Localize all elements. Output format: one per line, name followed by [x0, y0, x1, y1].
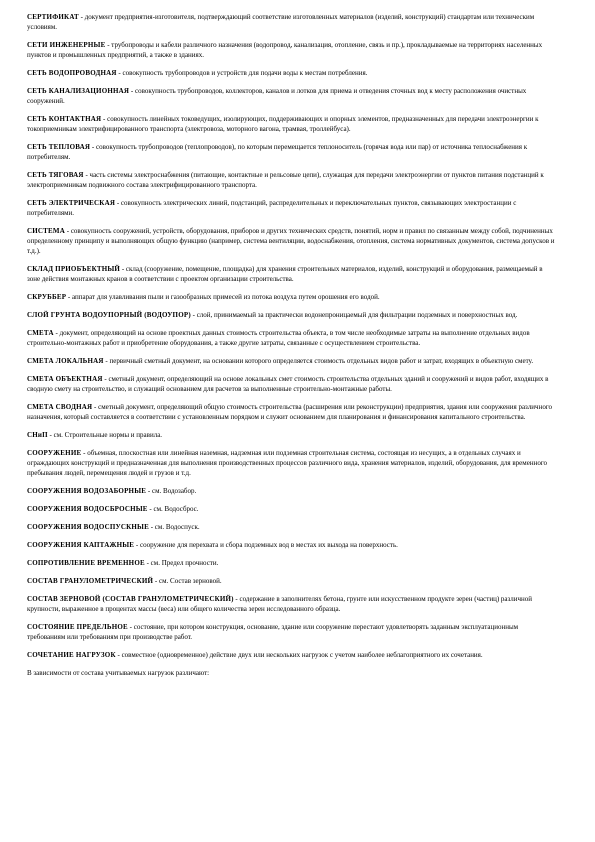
glossary-entry: СЕТЬ ЭЛЕКТРИЧЕСКАЯ - совокупность электрических линий, подстанций, распределительных и переключательных пунктов, связывающих электростанции с потребителями. [27, 199, 517, 217]
glossary-entry: СОЧЕТАНИЕ НАГРУЗОК - совместное (одновременное) действие двух или нескольких нагрузок с учетом наиболее неблагоприятного их сочетания. [27, 651, 483, 659]
glossary-definition: совокупность трубопроводов и устройств для подачи воды к местам потребления. [122, 69, 368, 77]
glossary-term: СЕТЬ КАНАЛИЗАЦИОННАЯ [27, 87, 130, 95]
glossary-term: СКЛАД ПРИОБЪЕКТНЫЙ [27, 265, 121, 273]
glossary-definition: см. Водосброс. [153, 505, 199, 513]
glossary-term: СООРУЖЕНИЯ ВОДОСПУСКНЫЕ [27, 523, 149, 531]
glossary-entry: СЕТЬ ТЯГОВАЯ - часть системы электроснабжения (питающие, контактные и рельсовые цепи), служащая для передачи электроэнергии от пунктов питания подстанций к электроприемникам подвижного состава электрифицированного транспорта. [27, 171, 544, 189]
glossary-definition: первичный сметный документ, на основании которого определяется стоимость отдельных видов работ и затрат, входящих в объектную смету. [109, 357, 534, 365]
glossary-term: СМЕТА ЛОКАЛЬНАЯ [27, 357, 104, 365]
glossary-entry: СНиП - см. Строительные нормы и правила. [27, 431, 163, 439]
glossary-entry: СЕТЬ ТЕПЛОВАЯ - совокупность трубопроводов (теплопроводов), по которым перемещается теплоноситель (горячая вода или пар) от источника теплоснабжения к потребителям. [27, 143, 528, 161]
glossary-definition: см. Состав зерновой. [158, 577, 222, 585]
glossary-entry: СОПРОТИВЛЕНИЕ ВРЕМЕННОЕ - см. Предел прочности. [27, 559, 219, 567]
glossary-definition: документ, определяющий на основе проектных данных стоимость строительства объекта, в том числе необходимые затраты на выполнение отдельных видов строительно-монтажных работ и приобретение оборудования, а также другие затраты, связанные с осуществлением строительства. [27, 329, 530, 347]
glossary-entry: СООРУЖЕНИЕ - объемная, плоскостная или линейная наземная, надземная или подземная строительная система, состоящая из несущих, а в отдельных случаях и ограждающих конструкций и предназначенная для выполнения производственных процессов различного вида, хранения материалов, изделий, оборудования, для временного пребывания людей, перемещения людей и грузов и т.д. [27, 449, 548, 477]
glossary-term: СООРУЖЕНИЯ ВОДОСБРОСНЫЕ [27, 505, 148, 513]
glossary-term: СОСТАВ ЗЕРНОВОЙ (СОСТАВ ГРАНУЛОМЕТРИЧЕСКИЙ) [27, 595, 234, 603]
glossary-definition: совокупность линейных токоведущих, изолирующих, поддерживающих и опорных элементов, предназначенных для передачи электроэнергии к токоприемникам электрифицированного транспорта (электровоза, моторного вагона, трамвая, троллейбуса). [27, 115, 539, 133]
glossary-definition: часть системы электроснабжения (питающие, контактные и рельсовые цепи), служащая для передачи электроэнергии от пунктов питания подстанций к электроприемникам подвижного состава электрифицированного транспорта. [27, 171, 544, 189]
glossary-term: СНиП [27, 431, 48, 439]
glossary-definition: документ предприятия-изготовителя, подтверждающий соответствие изготовленных материалов (изделий, конструкций) стандартам или техническим условиям. [27, 13, 535, 31]
glossary-definition: см. Предел прочности. [150, 559, 219, 567]
glossary-entry: СЕРТИФИКАТ - документ предприятия-изготовителя, подтверждающий соответствие изготовленных материалов (изделий, конструкций) стандартам или техническим условиям. [27, 13, 535, 31]
glossary-definition: см. Водозабор. [151, 487, 197, 495]
glossary-term: СООРУЖЕНИЯ КАПТАЖНЫЕ [27, 541, 135, 549]
glossary-definition: совокупность трубопроводов, коллекторов, каналов и лотков для приема и отведения сточных вод к месту расположения очистных сооружений. [27, 87, 527, 105]
glossary-entry: СООРУЖЕНИЯ ВОДОСПУСКНЫЕ - см. Водоспуск. [27, 523, 200, 531]
glossary-term: СЕРТИФИКАТ [27, 13, 79, 21]
glossary-entry: СМЕТА ОБЪЕКТНАЯ - сметный документ, определяющий на основе локальных смет стоимость строительства отдельных зданий и сооружений и видов работ, входящих в сводную смету на строительство, и служащий основанием для расчетов за выполненные строительно-монтажные работы. [27, 375, 549, 393]
glossary-entry: СЕТЬ КАНАЛИЗАЦИОННАЯ - совокупность трубопроводов, коллекторов, каналов и лотков для приема и отведения сточных вод к месту расположения очистных сооружений. [27, 87, 527, 105]
glossary-term: СЕТИ ИНЖЕНЕРНЫЕ [27, 41, 106, 49]
glossary-entry: СЛОЙ ГРУНТА ВОДОУПОРНЫЙ (ВОДОУПОР) - слой, принимаемый за практически водонепроницаемый для фильтрации подземных и поверхностных вод. [27, 311, 518, 319]
glossary-term: СЕТЬ ЭЛЕКТРИЧЕСКАЯ [27, 199, 116, 207]
glossary-term: СОЧЕТАНИЕ НАГРУЗОК [27, 651, 116, 659]
glossary-term: СЛОЙ ГРУНТА ВОДОУПОРНЫЙ (ВОДОУПОР) [27, 311, 191, 319]
glossary-entry: СОСТОЯНИЕ ПРЕДЕЛЬНОЕ - состояние, при котором конструкция, основание, здание или сооружение перестают удовлетворять заданным эксплуатационным требованиям или требованиям при производстве работ. [27, 623, 519, 641]
glossary-term: СОПРОТИВЛЕНИЕ ВРЕМЕННОЕ [27, 559, 145, 567]
glossary-entry: СЕТЬ КОНТАКТНАЯ - совокупность линейных токоведущих, изолирующих, поддерживающих и опорных элементов, предназначенных для передачи электроэнергии к токоприемникам электрифицированного транспорта (электровоза, моторного вагона, трамвая, троллейбуса). [27, 115, 539, 133]
glossary-entry: СЕТИ ИНЖЕНЕРНЫЕ - трубопроводы и кабели различного назначения (водопровод, канализация, отопление, связь и пр.), прокладываемые на территориях населенных пунктов и промышленных предприятий, а также в зданиях. [27, 41, 543, 59]
glossary-entry: СОСТАВ ЗЕРНОВОЙ (СОСТАВ ГРАНУЛОМЕТРИЧЕСКИЙ) - содержание в заполнителях бетона, грунте или искусственном продукте зерен (частиц) различной крупности, выраженное в процентах массы (веса) или общего количества зерен исследованного образца. [27, 595, 533, 613]
glossary-term: СЕТЬ ВОДОПРОВОДНАЯ [27, 69, 117, 77]
glossary-term: СООРУЖЕНИЕ [27, 449, 82, 457]
glossary-entry: СООРУЖЕНИЯ ВОДОЗАБОРНЫЕ - см. Водозабор. [27, 487, 197, 495]
glossary-definition: совместное (одновременное) действие двух или нескольких нагрузок с учетом наиболее неблагоприятного их сочетания. [121, 651, 483, 659]
glossary-definition: трубопроводы и кабели различного назначения (водопровод, канализация, отопление, связь и пр.), прокладываемые на территориях населенных пунктов и промышленных предприятий, а также в зданиях. [27, 41, 543, 59]
glossary-term: СОСТОЯНИЕ ПРЕДЕЛЬНОЕ [27, 623, 128, 631]
glossary-entry: СКЛАД ПРИОБЪЕКТНЫЙ - склад (сооружение, помещение, площадка) для хранения строительных материалов, изделий, конструкций и оборудования, размещаемый в зоне действия монтажных кранов в соответствии с проектом организации строительства. [27, 265, 543, 283]
glossary-term: СМЕТА СВОДНАЯ [27, 403, 93, 411]
glossary-definition: см. Строительные нормы и правила. [53, 431, 163, 439]
glossary-term: СИСТЕМА [27, 227, 65, 235]
glossary-entry: СООРУЖЕНИЯ ВОДОСБРОСНЫЕ - см. Водосброс. [27, 505, 199, 513]
glossary-entry: СМЕТА - документ, определяющий на основе проектных данных стоимость строительства объекта, в том числе необходимые затраты на выполнение отдельных видов строительно-монтажных работ и приобретение оборудования, а также другие затраты, связанные с осуществлением строительства. [27, 329, 530, 347]
glossary-definition: В зависимости от состава учитываемых нагрузок различают: [27, 669, 210, 677]
glossary-term: СООРУЖЕНИЯ ВОДОЗАБОРНЫЕ [27, 487, 147, 495]
glossary-entry: СИСТЕМА - совокупность сооружений, устройств, оборудования, приборов и других технических средств, понятий, норм и правил по связанным между собой, подчиненных определенному принципу и выполняющих общую функцию (например, система вентиляции, водоснабжения, отопления, система нормативных документов, система допусков и т.д.). [27, 227, 555, 255]
glossary-term: СЕТЬ ТЯГОВАЯ [27, 171, 84, 179]
glossary-term: СМЕТА [27, 329, 54, 337]
glossary-entry: СМЕТА ЛОКАЛЬНАЯ - первичный сметный документ, на основании которого определяется стоимость отдельных видов работ и затрат, входящих в объектную смету. [27, 357, 534, 365]
glossary-definition: совокупность трубопроводов (теплопроводов), по которым перемещается теплоноситель (горячая вода или пар) от источника теплоснабжения к потребителям. [27, 143, 528, 161]
glossary-term: СМЕТА ОБЪЕКТНАЯ [27, 375, 103, 383]
glossary-entry: СКРУББЕР - аппарат для улавливания пыли и газообразных примесей из потока воздуха путем орошения его водой. [27, 293, 380, 301]
glossary-definition: сметный документ, определяющий на основе локальных смет стоимость строительства отдельных зданий и сооружений и видов работ, входящих в сводную смету на строительство, и служащий основанием для расчетов за выполненные строительно-монтажные работы. [27, 375, 549, 393]
glossary-definition: склад (сооружение, помещение, площадка) для хранения строительных материалов, изделий, конструкций и оборудования, размещаемый в зоне действия монтажных кранов в соответствии с проектом организации строительства. [27, 265, 543, 283]
glossary-definition: состояние, при котором конструкция, основание, здание или сооружение перестают удовлетворять заданным эксплуатационным требованиям или требованиям при производстве работ. [27, 623, 519, 641]
glossary-definition: слой, принимаемый за практически водонепроницаемый для фильтрации подземных и поверхностных вод. [196, 311, 518, 319]
glossary-term: СКРУББЕР [27, 293, 67, 301]
glossary-entry: СООРУЖЕНИЯ КАПТАЖНЫЕ - сооружение для перехвата и сбора подземных вод в местах их выхода на поверхность. [27, 541, 398, 549]
glossary-term: СЕТЬ ТЕПЛОВАЯ [27, 143, 91, 151]
glossary-definition: содержание в заполнителях бетона, грунте или искусственном продукте зерен (частиц) различной крупности, выраженное в процентах массы (веса) или общего количества зерен исследованного образца. [27, 595, 533, 613]
glossary-definition: совокупность электрических линий, подстанций, распределительных и переключательных пунктов, связывающих электростанции с потребителями. [27, 199, 517, 217]
glossary-definition: сооружение для перехвата и сбора подземных вод в местах их выхода на поверхность. [140, 541, 398, 549]
glossary-term: СЕТЬ КОНТАКТНАЯ [27, 115, 102, 123]
glossary-entry: СОСТАВ ГРАНУЛОМЕТРИЧЕСКИЙ - см. Состав зерновой. [27, 577, 222, 585]
glossary-entry: СЕТЬ ВОДОПРОВОДНАЯ - совокупность трубопроводов и устройств для подачи воды к местам потребления. [27, 69, 368, 77]
glossary-definition: сметный документ, определяющий общую стоимость строительства (расширения или реконструкции) предприятия, здания или сооружения различного назначения, который составляется в соответствии с установленным порядком и служит основанием для планирования и финансирования капитального строительства. [27, 403, 553, 421]
glossary-entries [27, 12, 557, 678]
glossary-definition: объемная, плоскостная или линейная наземная, надземная или подземная строительная система, состоящая из несущих, а в отдельных случаях и ограждающих конструкций и предназначенная для выполнения производственных процессов различного вида, хранения материалов, изделий, оборудования, для временного пребывания людей, перемещения людей и грузов и т.д. [27, 449, 548, 477]
glossary-entry: СМЕТА СВОДНАЯ - сметный документ, определяющий общую стоимость строительства (расширения или реконструкции) предприятия, здания или сооружения различного назначения, который составляется в соответствии с установленным порядком и служит основанием для планирования и финансирования капитального строительства. [27, 403, 553, 421]
glossary-term: СОСТАВ ГРАНУЛОМЕТРИЧЕСКИЙ [27, 577, 154, 585]
glossary-definition: см. Водоспуск. [154, 523, 200, 531]
glossary-entry [27, 668, 557, 678]
glossary-definition: совокупность сооружений, устройств, оборудования, приборов и других технических средств, понятий, норм и правил по связанным между собой, подчиненных определенному принципу и выполняющих общую функцию (например, система вентиляции, водоснабжения, отопления, система нормативных документов, система допусков и т.д.). [27, 227, 555, 255]
glossary-definition: аппарат для улавливания пыли и газообразных примесей из потока воздуха путем орошения его водой. [72, 293, 380, 301]
